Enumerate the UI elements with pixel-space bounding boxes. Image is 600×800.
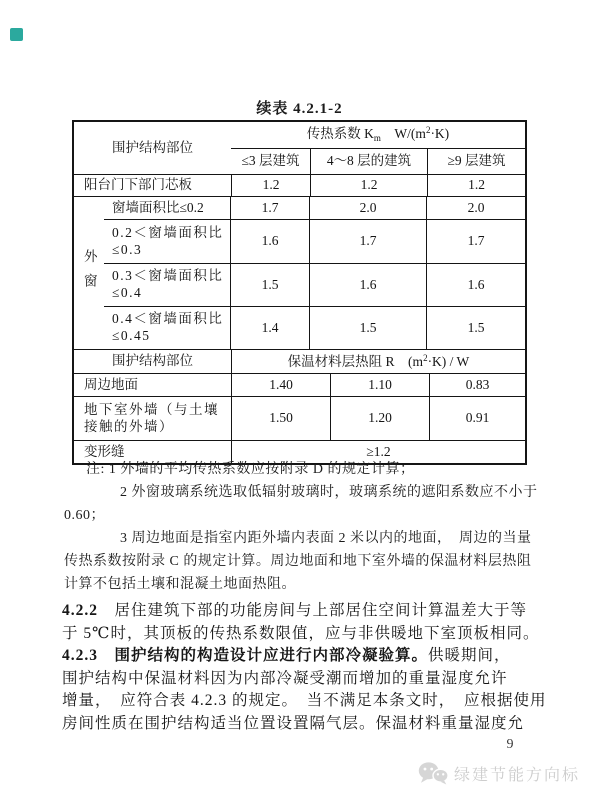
table-cell: 1.40 — [231, 374, 330, 396]
clause-4-2-3-line: 围护结构中保温材料因为内部冷凝受潮而增加的重量湿度允许 — [62, 669, 508, 687]
row-label: 窗墙面积比≤0.2 — [112, 199, 204, 215]
body-text — [62, 600, 548, 735]
brand-text: 绿建节能方向标 — [453, 766, 580, 784]
note-line: 0.60； — [64, 508, 105, 523]
clause-4-2-3-line: 4.2.3 围护结构的构造设计应进行内部冷凝验算。供暖期间， — [62, 647, 511, 664]
table-cell: 1.2 — [427, 175, 525, 196]
col-header-ge9: ≥9 层建筑 — [427, 149, 525, 174]
row-label: 周边地面 — [84, 376, 138, 392]
footer-brand — [417, 760, 580, 786]
table-cell: 1.2 — [231, 175, 310, 196]
row-label: 0.3＜窗墙面积比≤0.4 — [112, 268, 224, 300]
note-line: 3 周边地面是指室内距外墙内表面 2 米以内的地面， 周边的当量 — [120, 531, 532, 546]
r-header-cell — [231, 350, 525, 373]
table-row — [74, 396, 525, 440]
corner-marker — [10, 28, 23, 41]
r-header-text: 保温材料层热阻 R $(m^2\cdot K) / W$ — [287, 352, 470, 369]
table-cell: 1.20 — [330, 397, 429, 440]
part-header-cell: 围护结构部位 — [112, 139, 193, 155]
row-label: 0.2＜窗墙面积比≤0.3 — [112, 224, 224, 257]
table-cell: 2.0 — [426, 197, 525, 219]
table-title: 续表 4.2.1-2 — [256, 101, 343, 117]
page-number: 9 — [506, 737, 514, 752]
clause-4-2-2-line: 于 5℃时，其顶板的传热系数限值，应与非供暖地下室顶板相同。 — [62, 624, 540, 642]
clause-number: 4.2.2 — [62, 602, 98, 619]
window-group-rows — [104, 197, 525, 349]
note-line: 计算不包括土壤和混凝土地面热阻。 — [64, 577, 296, 592]
table-cell: 1.10 — [330, 374, 429, 396]
clause-number: 4.2.3 — [62, 647, 98, 664]
k-header-stack — [231, 122, 525, 174]
row-label: 0.4＜窗墙面积比≤0.45 — [112, 311, 224, 343]
table-row — [74, 174, 525, 196]
seam-value-cell: ≥1.2 — [231, 441, 525, 463]
window-group-row — [74, 196, 525, 349]
part-header-cell: 围护结构部位 — [112, 353, 193, 369]
clause-4-2-3-line: 增量， 应符合表 4.2.3 的规定。 当不满足本条文时， 应根据使用 — [62, 692, 547, 709]
table-header-row — [74, 122, 525, 174]
clause-4-2-2-line: 4.2.2 居住建筑下部的功能房间与上部居住空间计算温差大于等 — [62, 602, 528, 619]
note-line: 2 外窗玻璃系统选取低辐射玻璃时，玻璃系统的遮阳系数应不小于 — [120, 485, 538, 500]
table-cell: 2.0 — [309, 197, 426, 219]
clause-bold-text: 围护结构的构造设计应进行内部冷凝验算。 — [98, 647, 429, 664]
table-row — [104, 263, 525, 306]
note-line: 注: 1 外墙的平均传热系数应按附录 D 的规定计算； — [86, 462, 415, 477]
col-header-4to8: 4～8 层的建筑 — [310, 149, 427, 174]
table-notes — [64, 458, 550, 596]
row-label: 变形缝 — [84, 443, 125, 459]
envelope-table — [72, 120, 527, 465]
k-header-text: 传热系数 $K_m$ $W/(m^2\cdot K)$ — [306, 125, 450, 144]
table-cell: 1.7 — [309, 220, 426, 263]
table-cell: 1.4 — [230, 307, 309, 349]
column-headers-row — [231, 148, 525, 174]
table-cell: 1.5 — [426, 307, 525, 349]
table-row — [104, 219, 525, 263]
row-label: 阳台门下部门芯板 — [84, 177, 192, 193]
note-line: 传热系数按附录 C 的规定计算。周边地面和地下室外墙的保温材料层热阻 — [64, 554, 532, 569]
table-row — [74, 373, 525, 396]
window-group-label-cell — [74, 197, 104, 349]
table-cell: 1.6 — [309, 264, 426, 306]
table-cell: 1.50 — [231, 397, 330, 440]
table-cell: 1.2 — [310, 175, 427, 196]
col-header-le3: ≤3 层建筑 — [241, 153, 300, 169]
wechat-icon — [417, 760, 449, 786]
k-header-row — [231, 122, 525, 148]
table-cell: 1.5 — [230, 264, 309, 306]
table-cell: 1.5 — [309, 307, 426, 349]
k-header-cell — [231, 122, 525, 148]
window-group-label: 外窗 — [81, 248, 97, 298]
table-cell: 0.83 — [429, 374, 525, 396]
r-header-row — [74, 349, 525, 373]
table-cell: 0.91 — [429, 397, 525, 440]
table-cell: 1.6 — [426, 264, 525, 306]
clause-4-2-3-line: 房间性质在围护结构适当位置设置隔气层。保温材料重量湿度允 — [62, 714, 525, 732]
table-cell: 1.7 — [230, 197, 309, 219]
table-cell: 1.7 — [426, 220, 525, 263]
table-cell: 1.6 — [230, 220, 309, 263]
table-row — [104, 306, 525, 349]
row-label: 地下室外墙（与土壤接触的外墙） — [84, 401, 219, 434]
table-row — [104, 197, 525, 219]
